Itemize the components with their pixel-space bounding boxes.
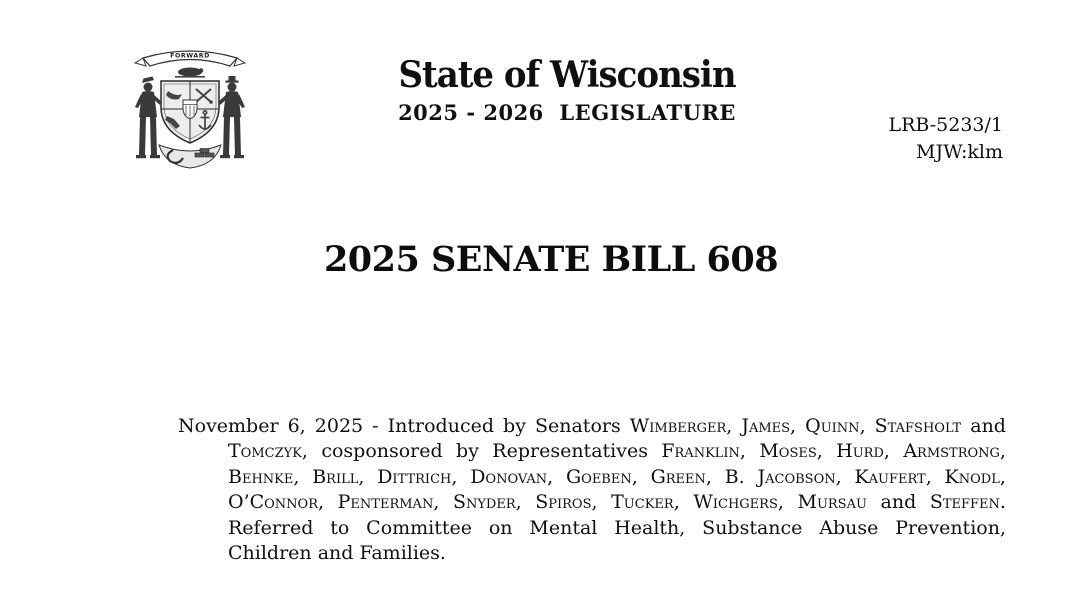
intro-text-segment: , xyxy=(999,440,1006,463)
intro-text-segment: and xyxy=(866,491,930,514)
intro-text-segment: , xyxy=(726,415,742,437)
intro-text-segment: , xyxy=(631,465,651,488)
legislator-name: Kaufert xyxy=(854,465,926,488)
intro-text-segment: , cosponsored by Representatives xyxy=(301,440,662,463)
legislator-name: Brill xyxy=(312,465,359,488)
badger-crest-icon xyxy=(175,68,205,78)
legislator-name: Mursau xyxy=(797,491,867,514)
intro-text-segment: , xyxy=(739,440,760,463)
legislator-name: Tomczyk xyxy=(228,440,302,463)
intro-text-segment: , xyxy=(816,440,837,463)
lrb-number: LRB-5233/1 xyxy=(888,114,1003,136)
legislator-name: Snyder xyxy=(452,491,516,514)
intro-text-segment: , xyxy=(318,491,338,514)
intro-text-segment: , xyxy=(673,491,694,514)
coat-of-arms-graphic xyxy=(127,43,253,177)
seal-base xyxy=(159,145,221,168)
intro-text-segment: , xyxy=(451,465,471,488)
introduction-paragraph xyxy=(178,414,1006,566)
legislator-name: Green xyxy=(650,465,706,488)
intro-text-segment: , xyxy=(999,465,1006,488)
seal-motto-text: FORWARD xyxy=(170,52,210,60)
wisconsin-coat-of-arms xyxy=(127,43,253,177)
forward-banner xyxy=(135,51,245,66)
legislator-name: B. Jacobson xyxy=(724,465,836,488)
bill-title: 2025 SENATE BILL 608 xyxy=(323,239,779,280)
legislator-name: Penterman xyxy=(337,491,434,514)
legislator-name: Goeben xyxy=(565,465,632,488)
intro-text-segment: , xyxy=(515,491,536,514)
intro-text-segment: November 6, 2025 - Introduced by Senators xyxy=(178,415,630,437)
legislator-name: Stafsholt xyxy=(874,415,962,437)
legislator-name: Knodl xyxy=(944,465,1000,488)
intro-text-segment: , xyxy=(433,491,453,514)
legislator-name: Spiros xyxy=(535,491,592,514)
intro-text-segment: . Referred to Committee on Mental Health, Substance Abuse Prevention, Children and Families. xyxy=(228,491,1006,565)
legislator-name: Donovan xyxy=(470,465,548,488)
legislator-name: Tucker xyxy=(611,491,674,514)
intro-text-segment: , xyxy=(777,491,798,514)
legislator-name: Quinn xyxy=(805,415,860,437)
intro-text-segment: , xyxy=(859,415,875,437)
legislator-name: Hurd xyxy=(836,440,884,463)
sailor-figure xyxy=(135,77,162,159)
legislator-name: Armstrong xyxy=(903,440,1000,463)
intro-text-segment: , xyxy=(293,465,313,488)
legislator-name: Behnke xyxy=(228,465,294,488)
drafter-initials: MJW:klm xyxy=(916,141,1003,163)
intro-text-segment: , xyxy=(925,465,945,488)
legislator-name: Franklin xyxy=(661,440,740,463)
shield xyxy=(161,81,219,143)
legislator-name: James xyxy=(741,415,791,437)
lrb-reference-block xyxy=(888,112,1003,166)
legislature-session-line: 2025 - 2026 LEGISLATURE xyxy=(398,100,736,125)
miner-figure xyxy=(218,76,245,158)
intro-text-segment: , xyxy=(790,415,806,437)
intro-text-segment: , xyxy=(591,491,612,514)
masthead xyxy=(340,54,794,125)
legislator-name: Steffen xyxy=(929,491,1000,514)
legislator-name: Moses xyxy=(759,440,817,463)
intro-text-segment: , xyxy=(883,440,904,463)
intro-text-segment: , xyxy=(358,465,378,488)
legislator-name: Wichgers xyxy=(693,491,778,514)
legislator-name: O’Connor xyxy=(228,491,319,514)
intro-text-segment: , xyxy=(705,465,725,488)
intro-text-segment: , xyxy=(835,465,855,488)
state-of-wisconsin-title: State of Wisconsin xyxy=(398,54,736,97)
intro-text-segment: , xyxy=(547,465,566,488)
legislator-name: Wimberger xyxy=(629,415,727,437)
legislator-name: Dittrich xyxy=(377,465,452,488)
intro-text-segment: and xyxy=(961,415,1006,437)
